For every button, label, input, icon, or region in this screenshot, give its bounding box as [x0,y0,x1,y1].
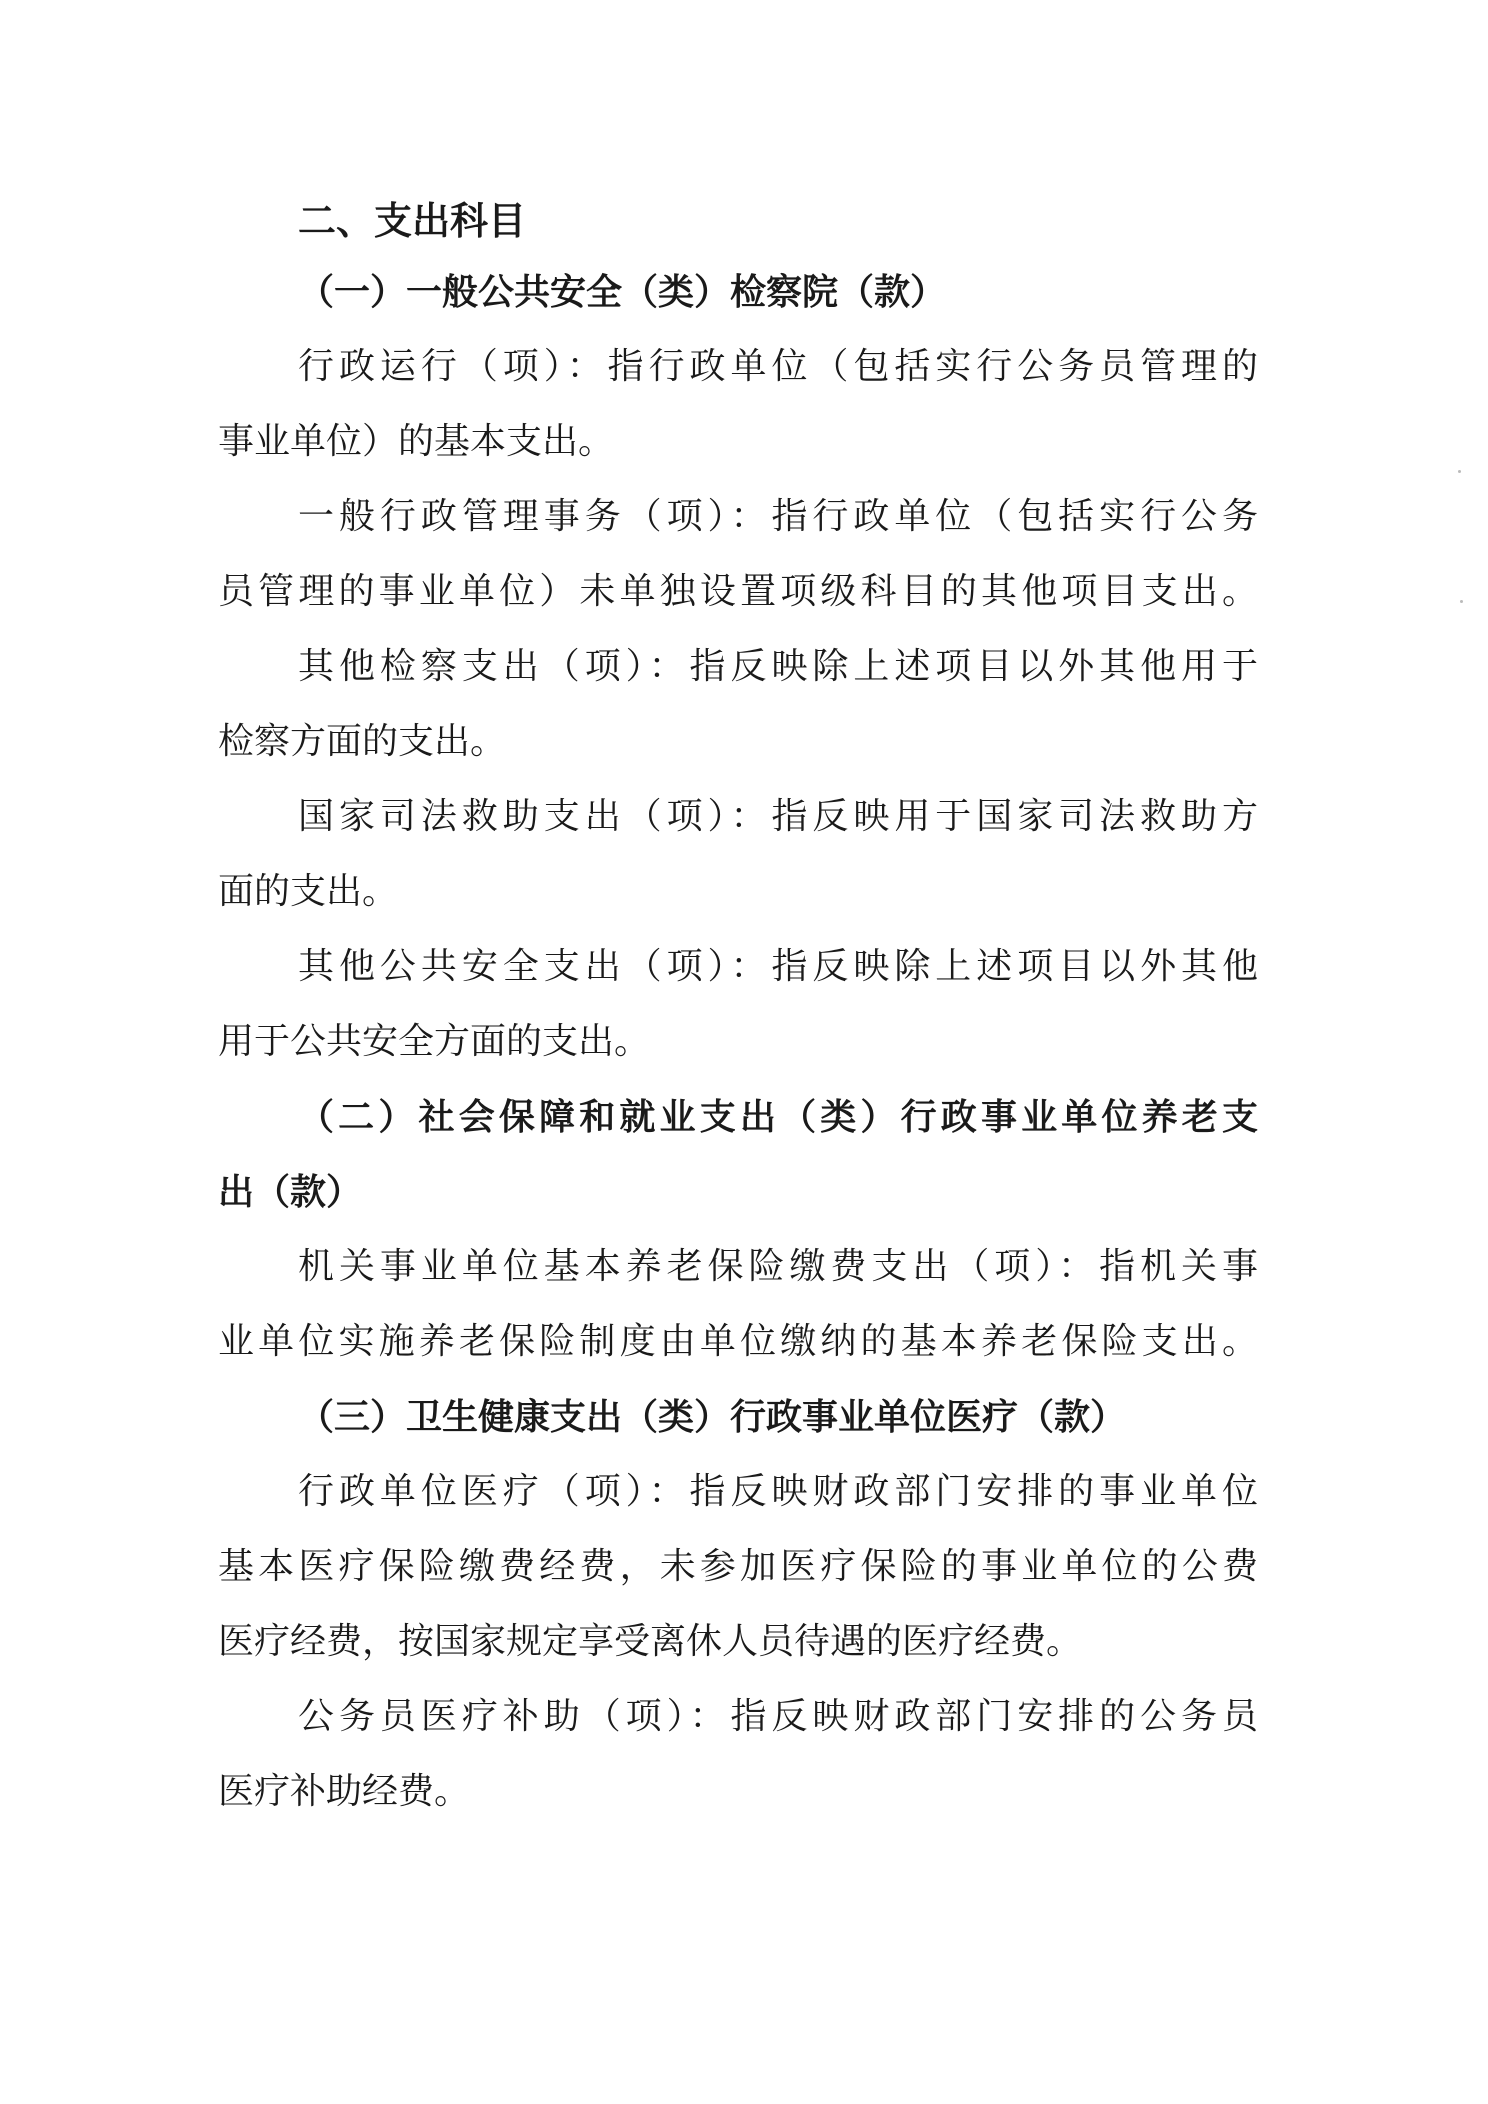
section-heading-line: （二）社会保障和就业支出（类）行政事业单位养老支 [298,1096,1258,1138]
paragraph-line: 用于公共安全方面的支出。 [218,1021,651,1062]
paragraph-line: 事业单位）的基本支出。 [218,421,615,462]
paragraph-line: 基本医疗保险缴费经费，未参加医疗保险的事业单位的公费 [218,1546,1258,1587]
paragraph-line: 医疗补助经费。 [218,1771,471,1812]
section-heading-line: 出（款） [218,1171,363,1213]
section-title: 二、支出科目 [298,198,527,243]
paragraph-line: 员管理的事业单位）未单独设置项级科目的其他项目支出。 [218,571,1258,612]
scan-speck [1460,600,1463,603]
paragraph-line: 业单位实施养老保险制度由单位缴纳的基本养老保险支出。 [218,1321,1258,1362]
paragraph-line: 其他检察支出（项）：指反映除上述项目以外其他用于 [298,646,1258,687]
paragraph-line: 行政运行（项）：指行政单位（包括实行公务员管理的 [298,346,1258,387]
paragraph-line: 行政单位医疗（项）：指反映财政部门安排的事业单位 [298,1471,1258,1512]
section-heading-line: （一）一般公共安全（类）检察院（款） [298,271,947,313]
paragraph-line: 一般行政管理事务（项）：指行政单位（包括实行公务 [298,496,1258,537]
paragraph-line: 医疗经费，按国家规定享受离休人员待遇的医疗经费。 [218,1621,1083,1662]
paragraph-line: 国家司法救助支出（项）：指反映用于国家司法救助方 [298,796,1258,837]
section-heading-line: （三）卫生健康支出（类）行政事业单位医疗（款） [298,1396,1127,1438]
paragraph-line: 其他公共安全支出（项）：指反映除上述项目以外其他 [298,946,1258,987]
paragraph-line: 公务员医疗补助（项）：指反映财政部门安排的公务员 [298,1696,1258,1737]
paragraph-line: 检察方面的支出。 [218,721,507,762]
paragraph-line: 机关事业单位基本养老保险缴费支出（项）：指机关事 [298,1246,1258,1287]
scan-speck [1458,470,1461,473]
paragraph-line: 面的支出。 [218,871,399,912]
